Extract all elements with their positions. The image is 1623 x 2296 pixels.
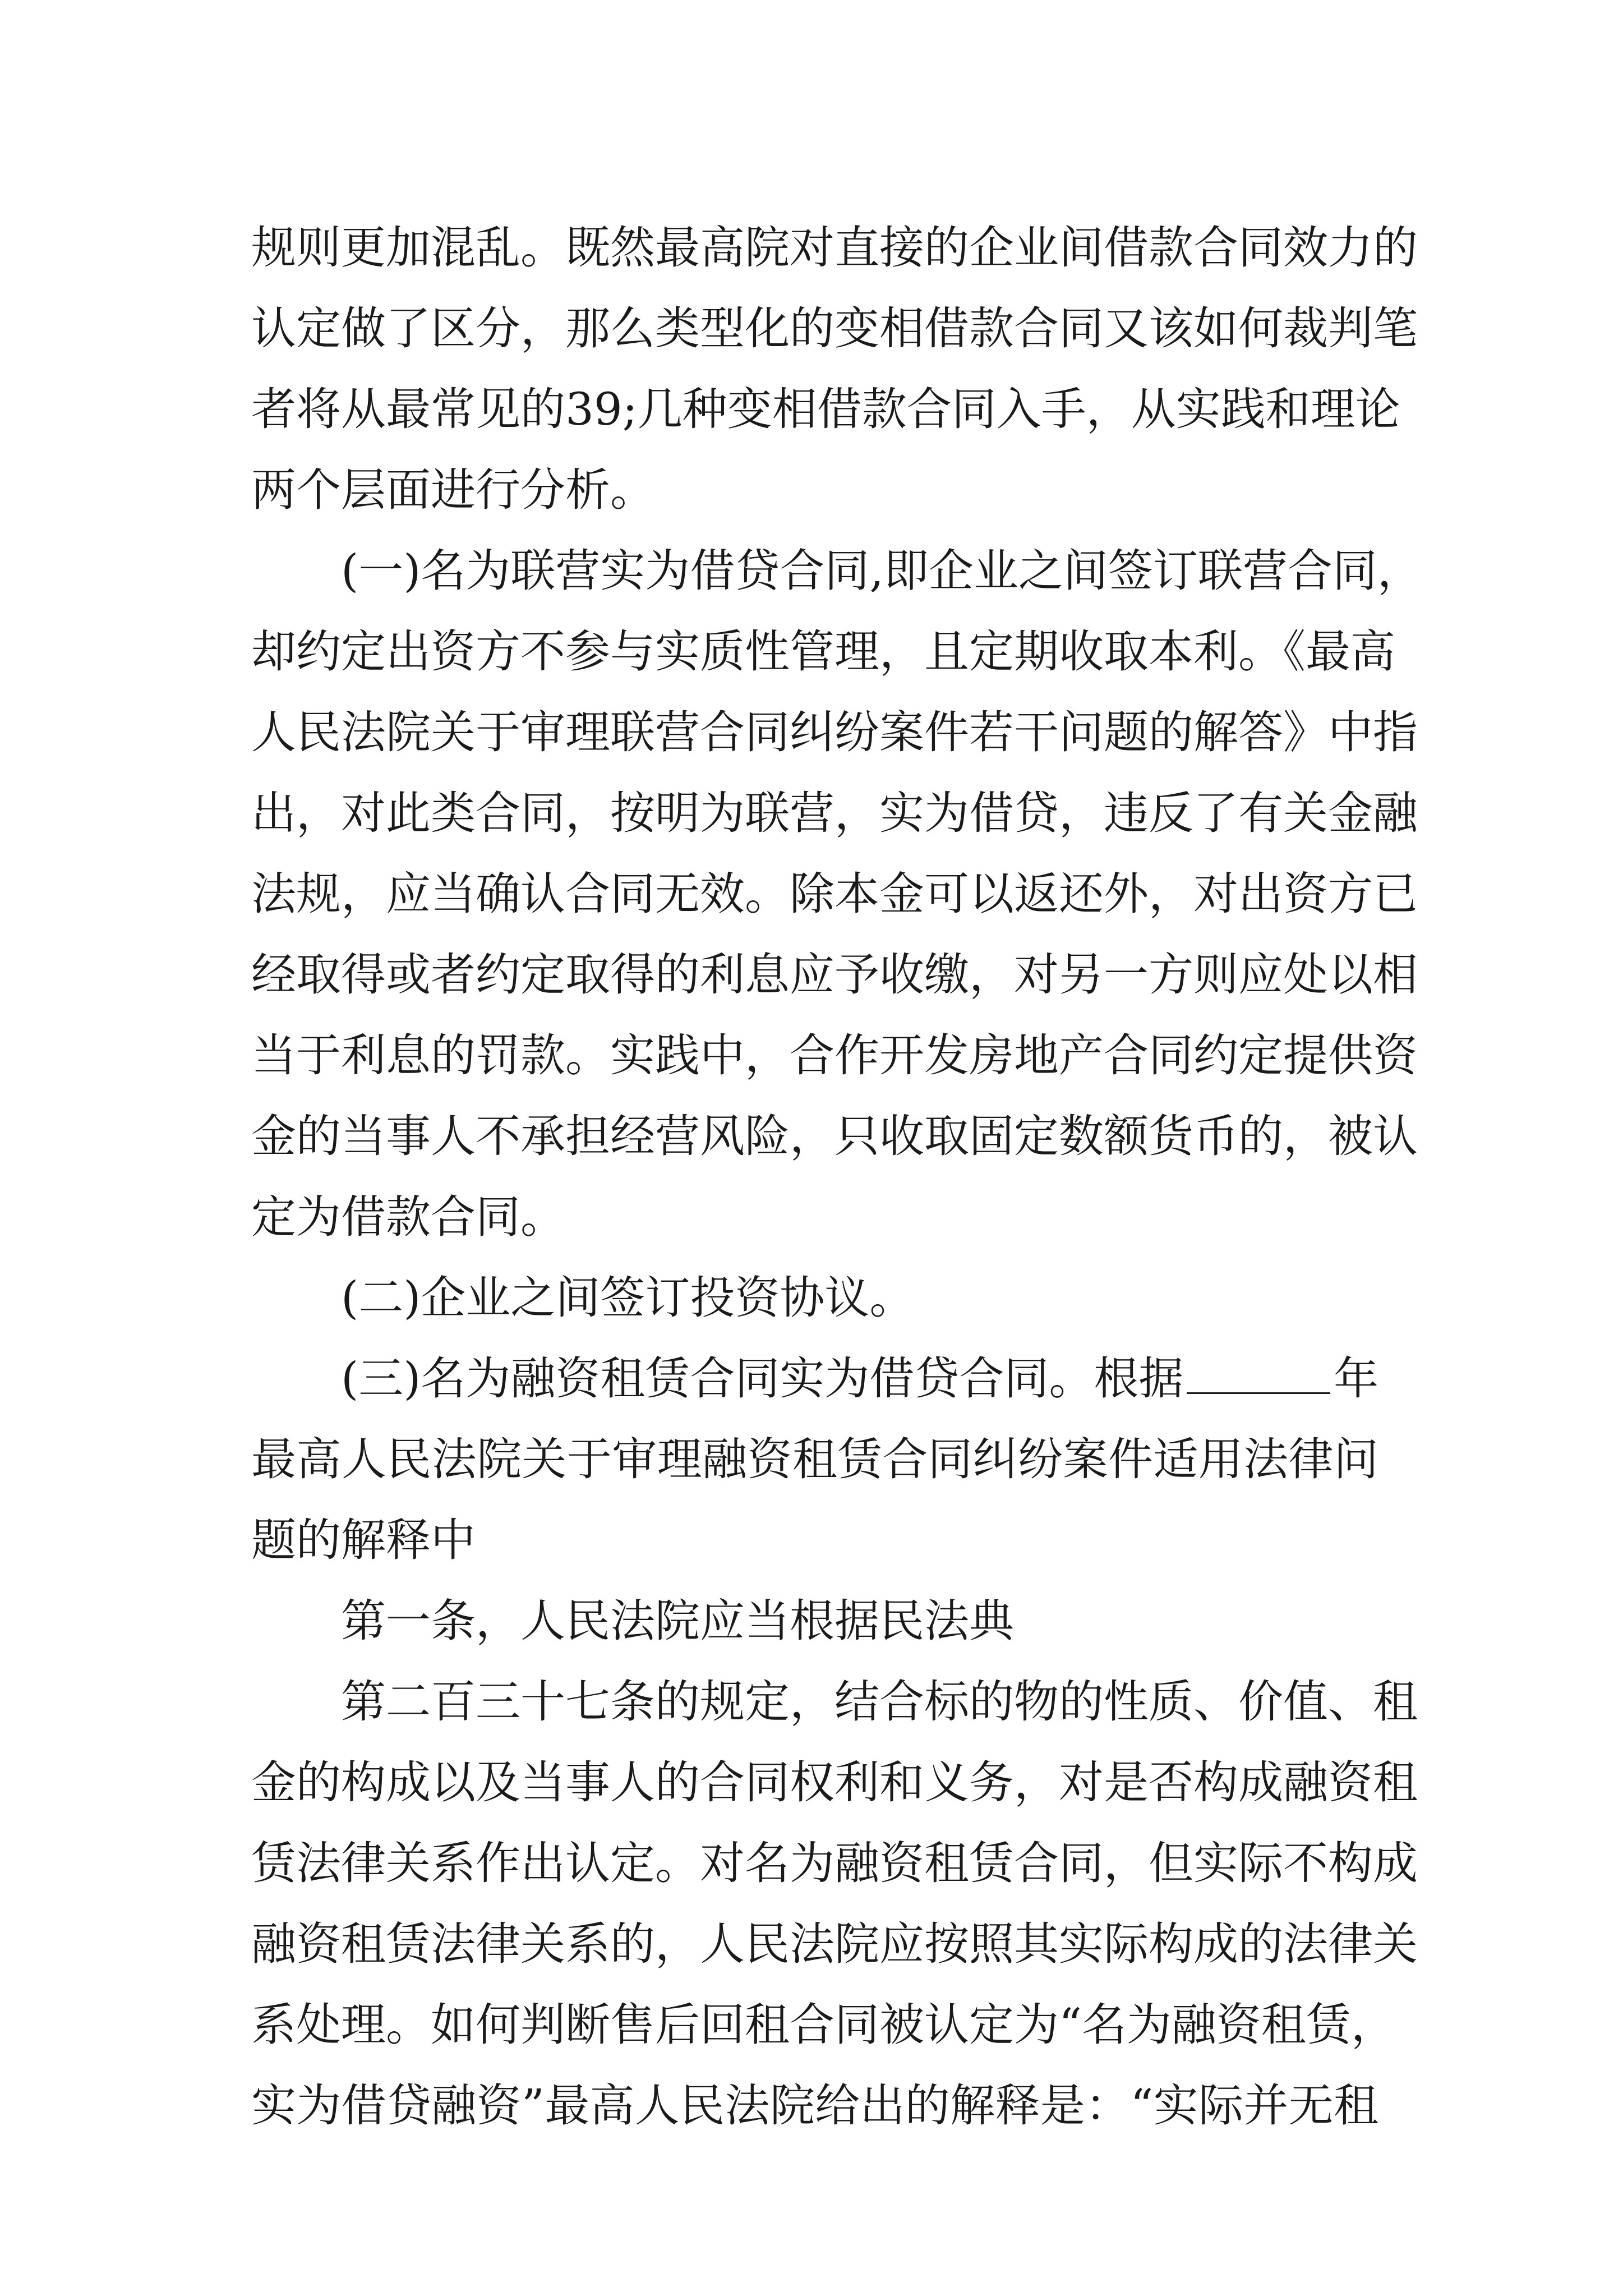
text-line: 第二百三十七条的规定，结合标的物的性质、价值、租 [341,1676,1418,1728]
text-line: 认定做了区分，那么类型化的变相借款合同又该如何裁判笔 [251,302,1418,355]
paragraph [251,1258,1378,1338]
paragraph [251,531,1422,1258]
text-line: 出，对此类合同，按明为联营，实为借贷，违反了有关金融 [251,787,1418,839]
text-line [251,1338,1378,1419]
text-line: 两个层面进行分析。 [251,464,655,516]
text-line: 人民法院关于审理联营合同纠纷案件若干问题的解答》中指 [251,706,1418,758]
text-line: 金的当事人不承担经营风险，只收取固定数额货币的，被认 [251,1110,1418,1162]
text-line: (一)名为联营实为借贷合同,即企业之间签订联营合同， [341,545,1422,597]
text-line: 定为借款合同。 [251,1191,565,1243]
text-line: 题的解释中 [251,1514,476,1566]
text-line: 最高人民法院关于审理融资租赁合同纠纷案件适用法律问 [251,1433,1378,1485]
document-body [251,208,1422,2146]
paragraph [251,1581,1378,1662]
blank-field [1187,1387,1330,1394]
text-line: 法规，应当确认合同无效。除本金可以返还外，对出资方已 [251,868,1418,920]
text-segment: (三)名为融资租赁合同实为借贷合同。根据 [341,1352,1184,1405]
text-line: 融资租赁法律关系的，人民法院应按照其实际构成的法律关 [251,1918,1418,1970]
text-line: 第一条，人民法院应当根据民法典 [341,1595,1014,1647]
text-line: 金的构成以及当事人的合同权利和义务，对是否构成融资租 [251,1756,1418,1809]
text-line: 规则更加混乱。既然最高院对直接的企业间借款合同效力的 [251,222,1418,274]
text-line: 却约定出资方不参与实质性管理，且定期收取本利。《最高 [251,625,1395,678]
text-line: 当于利息的罚款。实践中，合作开发房地产合同约定提供资 [251,1029,1418,1082]
paragraph [251,1662,1418,2146]
text-line: 赁法律关系作出认定。对名为融资租赁合同，但实际不构成 [251,1837,1418,1889]
paragraph [251,208,1418,531]
text-line: 实为借贷融资”最高人民法院给出的解释是：“实际并无租 [251,2079,1378,2132]
paragraph [251,1338,1378,1581]
text-line: (二)企业之间签订投资协议。 [341,1272,915,1324]
text-line: 者将从最常见的39;几种变相借款合同入手，从实践和理论 [251,383,1400,435]
text-line: 系处理。如何判断售后回租合同被认定为“名为融资租赁， [251,1999,1396,2051]
text-segment: 年 [1334,1352,1378,1405]
text-line: 经取得或者约定取得的利息应予收缴，对另一方则应处以相 [251,949,1418,1001]
